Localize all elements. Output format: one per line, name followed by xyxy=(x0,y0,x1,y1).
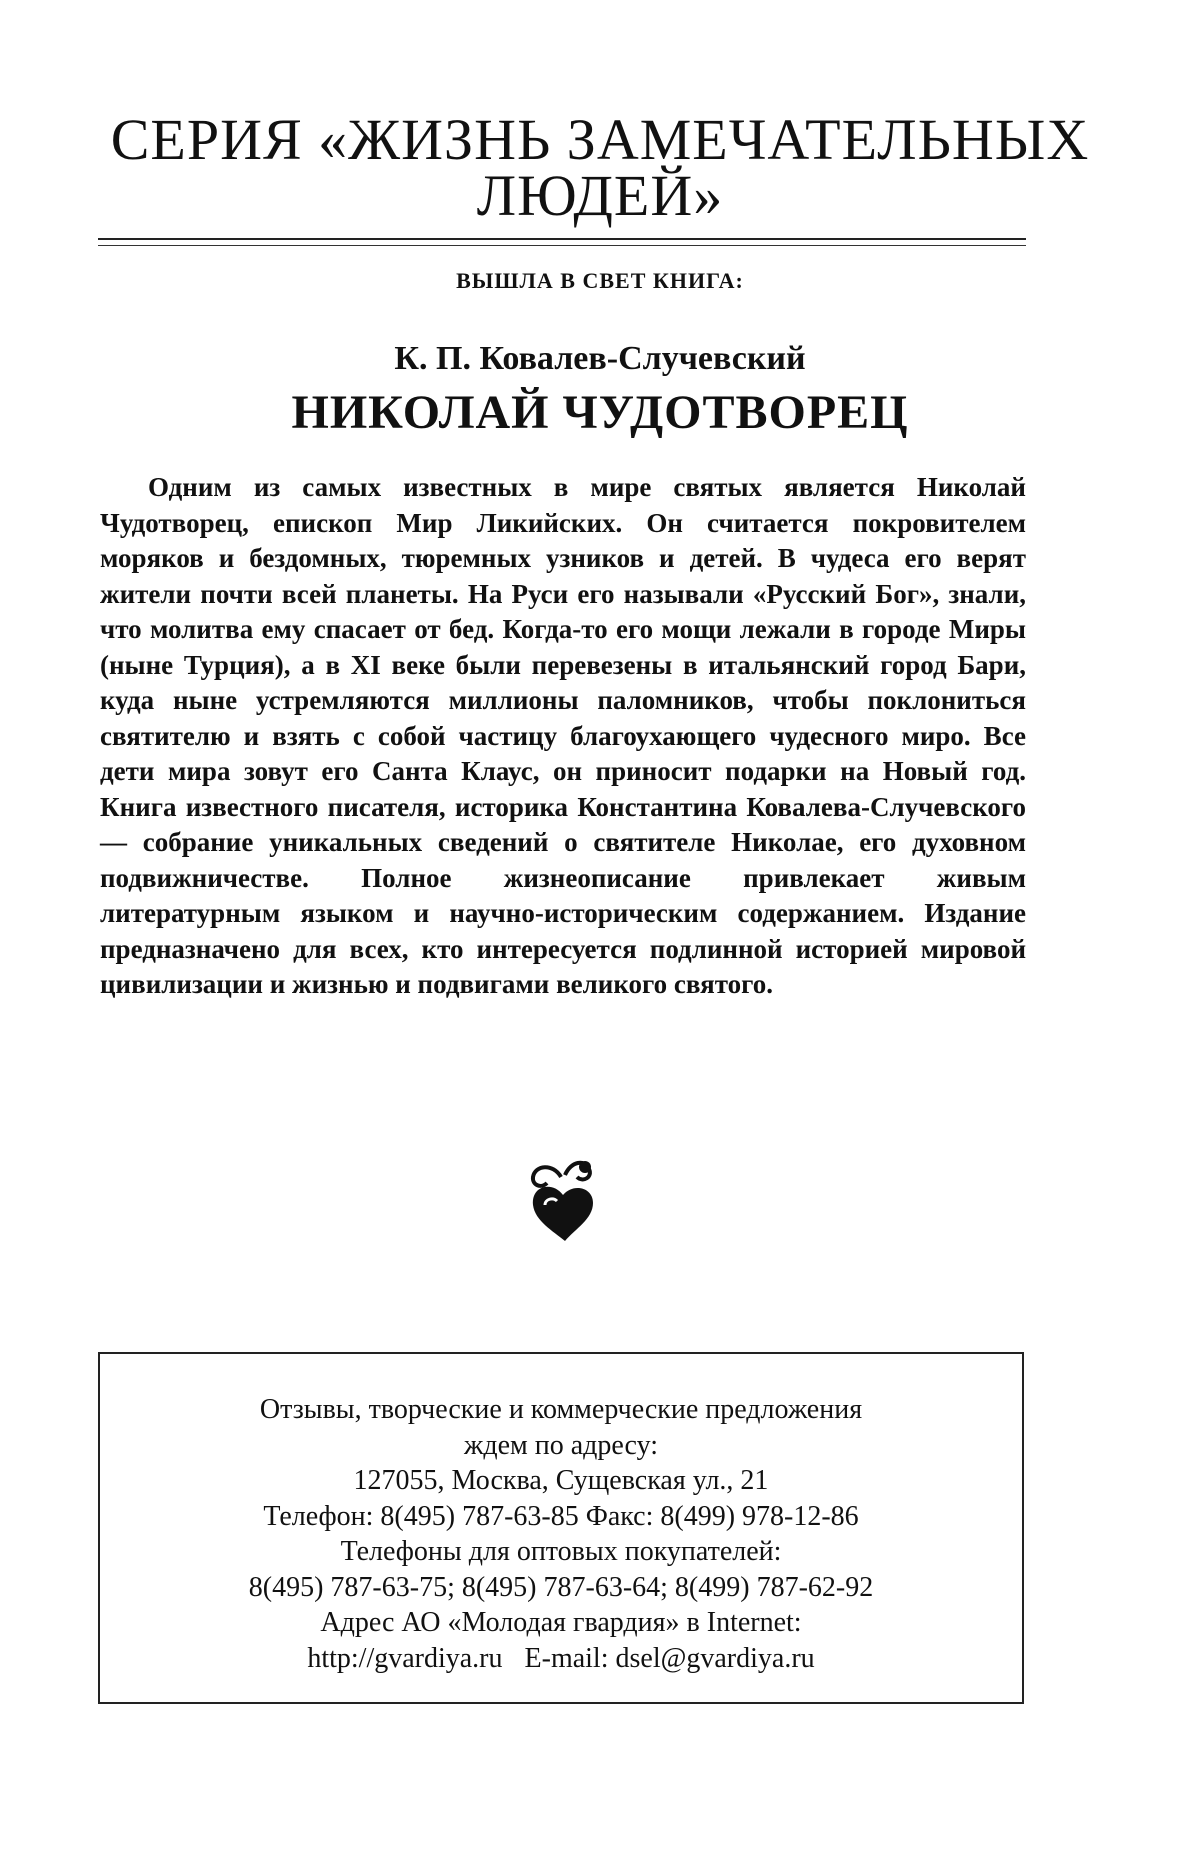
divider-rule-thin xyxy=(98,245,1026,246)
contact-internet-label: Адрес АО «Молодая гвардия» в Internet: xyxy=(100,1605,1022,1641)
contact-web-email xyxy=(100,1641,1022,1677)
heart-vine-ornament-icon xyxy=(523,1155,603,1245)
divider-rule xyxy=(98,238,1026,240)
contact-lines xyxy=(100,1392,1022,1676)
series-title-line-2: ЛЮДЕЙ» xyxy=(80,168,1120,224)
book-page xyxy=(0,0,1200,1873)
book-description: Одним из самых известных в мире святых является Николай Чудотворец, епископ Мир Ликийских. Он считается покровителем моряков и бездомных, тюремных узников и детей. В чудеса его верят жители почти всей планеты. На Руси его называли «Русский Бог», знали, что молитва ему спасает от бед. Когда-то его мощи лежали в городе Миры (ныне Турция), а в XI веке были перевезены в итальянский город Бари, куда ныне устремляются миллионы паломников, чтобы поклониться святителю и взять с собой частицу благоухающего чудесного миро. Все дети мира зовут его Санта Клаус, он приносит подарки на Новый год. Книга известного писателя, историка Константина Ковалева-Случевского — собрание уникальных сведений о святителе Николае, его духовном подвижничестве. Полное жизнеописание привлекает живым литературным языком и научно-историческим содержанием. Издание предназначено для всех, кто интересуется подлинной историей мировой цивилизации и жизнью и подвигами великого святого. xyxy=(100,470,1026,1003)
contact-line-1: Отзывы, творческие и коммерческие предложения xyxy=(100,1392,1022,1428)
series-title xyxy=(80,112,1120,224)
contact-info-box xyxy=(98,1352,1024,1704)
contact-website: http://gvardiya.ru xyxy=(307,1643,502,1674)
contact-wholesale-phones: 8(495) 787-63-75; 8(495) 787-63-64; 8(499) 787-62-92 xyxy=(100,1570,1022,1606)
contact-phone-fax: Телефон: 8(495) 787-63-85 Факс: 8(499) 978-12-86 xyxy=(100,1499,1022,1535)
book-title: НИКОЛАЙ ЧУДОТВОРЕЦ xyxy=(0,385,1200,440)
contact-wholesale-label: Телефоны для оптовых покупателей: xyxy=(100,1534,1022,1570)
series-title-line-1: СЕРИЯ «ЖИЗНЬ ЗАМЕЧАТЕЛЬНЫХ xyxy=(80,112,1120,168)
announcement-heading: ВЫШЛА В СВЕТ КНИГА: xyxy=(0,268,1200,294)
contact-address: 127055, Москва, Сущевская ул., 21 xyxy=(100,1463,1022,1499)
contact-line-2: ждем по адресу: xyxy=(100,1428,1022,1464)
book-author: К. П. Ковалев-Случевский xyxy=(0,340,1200,378)
contact-email: E-mail: dsel@gvardiya.ru xyxy=(525,1643,815,1674)
